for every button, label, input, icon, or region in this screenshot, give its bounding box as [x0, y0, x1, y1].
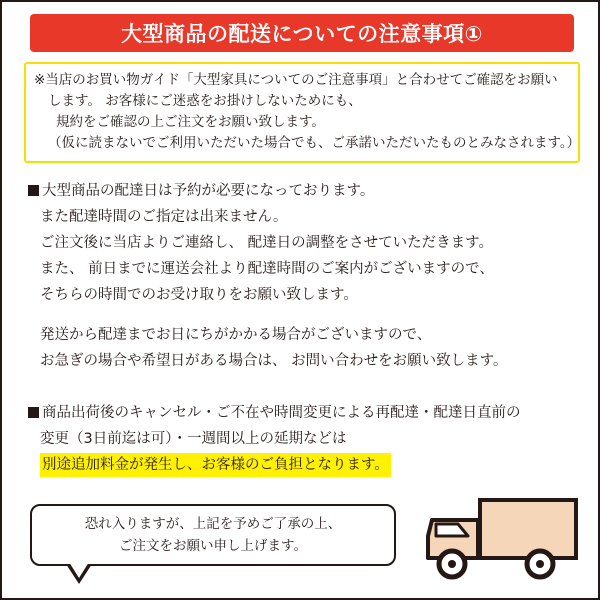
note-line-1: ※当店のお買い物ガイド「大型家具についてのご注意事項」と合わせてご確認をお願い [34, 72, 558, 88]
section3-line-2: 変更（3日前迄は可）・一週間以上の延期などは [40, 431, 347, 447]
request-speech-bubble [30, 504, 396, 566]
section1-line-3: ご注文後に当店よりご連絡し、 配達日の調整をさせていただきます。 [40, 235, 493, 251]
section1-line-4: また、 前日までに運送会社より配達時間のご案内がございますので、 [40, 261, 494, 277]
section3-text-1: 商品出荷後のキャンセル・ご不在や時間変更による再配達・配達日直前の [42, 405, 521, 421]
highlighted-fee-notice: 別途追加料金が発生し、お客様のご負担となります。 [40, 453, 391, 477]
note-box [24, 62, 580, 163]
section2-line-1: 発送から配達までお日にちがかかる場合がございますので、 [40, 327, 432, 343]
section3-line-3 [28, 452, 580, 478]
section1-line-2: また配達時間のご指定は出来ません。 [40, 209, 288, 225]
section1-line-1 [28, 178, 580, 204]
section1-line-5: そちらの時間でのお受け取りをお願い致します。 [40, 287, 358, 303]
note-line-4: （仮に読まないでご利用いただいた場合でも、ご承諾いただいたものとみなされます。） [48, 135, 581, 151]
section-delivery-reservation [28, 178, 580, 308]
delivery-truck-icon [422, 490, 582, 586]
section-cancellation-fee [28, 400, 580, 478]
note-line-3: 規約をご確認の上ご注文をお願い致します。 [56, 114, 325, 130]
section1-text-1: 大型商品の配達日は予約が必要になっております。 [42, 183, 375, 199]
header-banner [30, 14, 574, 52]
page-title: 大型商品の配送についての注意事項① [121, 22, 483, 46]
square-bullet-icon [28, 185, 39, 196]
section-shipping-lead-time [28, 322, 580, 374]
speech-bubble-tail-inner [69, 562, 89, 578]
section3-line-1 [28, 400, 580, 426]
note-line-2: します。 お客様にご迷惑をお掛けしないためにも、 [48, 93, 362, 109]
bubble-line-1: 恐れ入りますが、上記を予めご了承の上、 [84, 516, 342, 532]
square-bullet-icon [28, 407, 39, 418]
bubble-line-2: ご注文をお願い申し上げます。 [119, 538, 307, 554]
section2-line-2: お急ぎの場合や希望日がある場合は、 お問い合わせをお願い致します。 [40, 353, 508, 369]
